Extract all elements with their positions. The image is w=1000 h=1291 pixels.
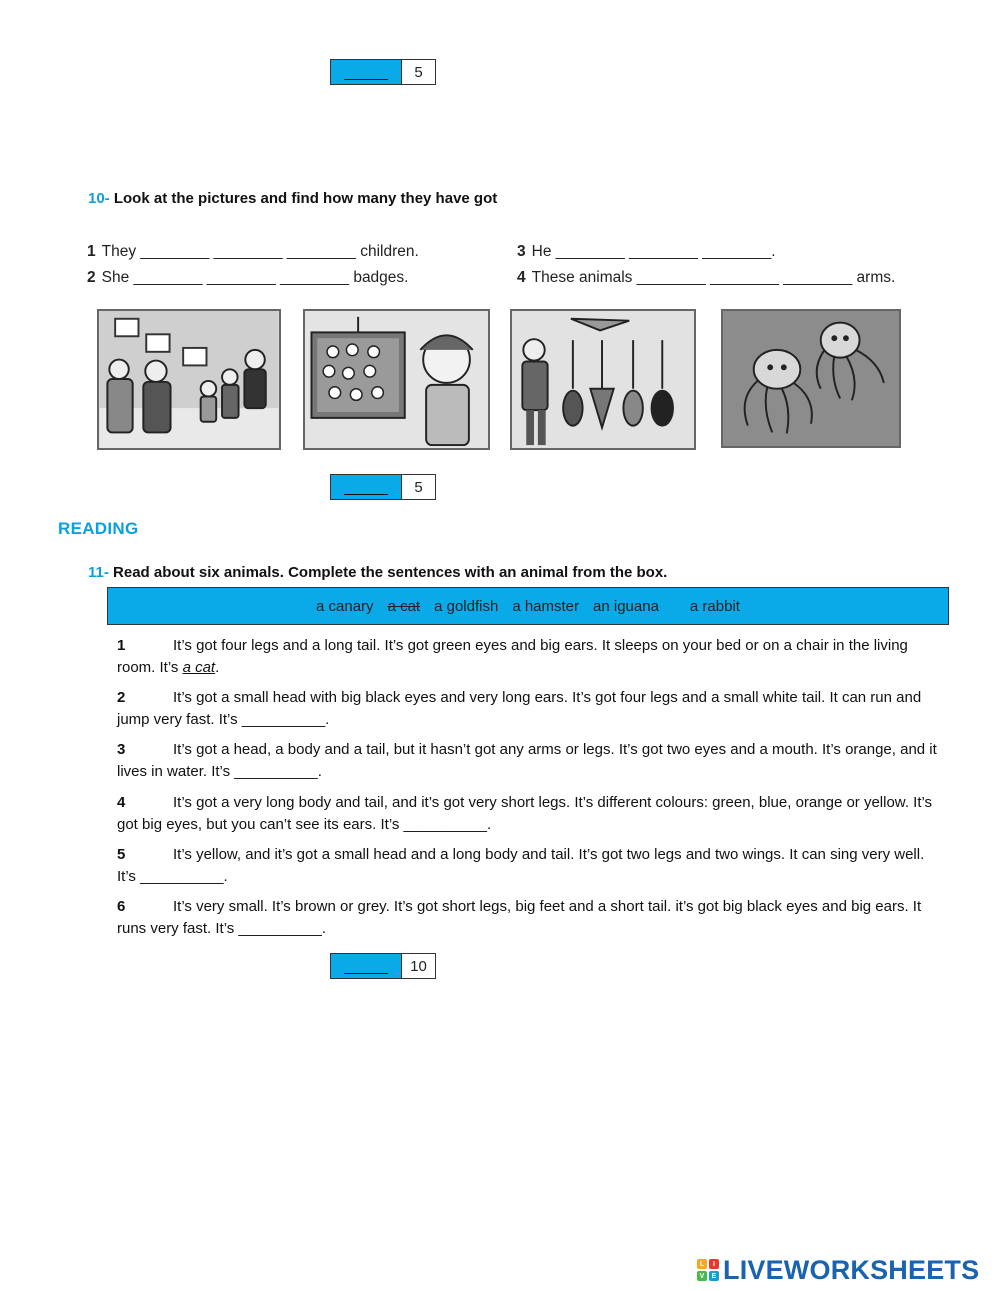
q10-line-4 — [517, 269, 895, 287]
logo-icon — [697, 1259, 719, 1281]
q10-line-2 — [87, 269, 408, 287]
item-text[interactable]: It’s yellow, and it’s got a small head and a long body and tail. It’s got two legs and two wings. It can sing very well. It’s __________. — [117, 846, 925, 885]
question-number: 10- — [88, 190, 110, 207]
word-option: a canary — [316, 597, 374, 615]
score-box — [330, 474, 436, 500]
score-input[interactable] — [331, 60, 402, 84]
reading-item — [117, 896, 947, 939]
item-text[interactable]: It’s got a head, a body and a tail, but it hasn’t got any arms or legs. It’s got two eyes and a mouth. It’s orange, and it lives in water. It’s __________. — [117, 741, 937, 780]
word-option: a goldfish — [434, 597, 499, 615]
line-text[interactable]: He ________ ________ ________. — [531, 243, 776, 260]
reading-item — [117, 739, 947, 782]
line-text[interactable]: These animals ________ ________ ________ arms. — [531, 269, 896, 286]
logo-letter: I — [709, 1259, 719, 1269]
logo-letter: L — [697, 1259, 707, 1269]
score-max: 5 — [414, 63, 423, 81]
example-answer: a cat — [182, 658, 216, 676]
line-number: 2 — [87, 269, 96, 286]
logo-letter: E — [709, 1271, 719, 1281]
item-text: It’s got four legs and a long tail. It’s got green eyes and big ears. It sleeps on your bed or on a chair in the living room. It’s — [117, 637, 908, 676]
item-number: 5 — [117, 846, 126, 863]
question-text: Read about six animals. Complete the sentences with an animal from the box. — [113, 564, 668, 581]
item-number: 3 — [117, 741, 126, 758]
line-number: 3 — [517, 243, 526, 260]
score-input[interactable] — [331, 954, 402, 978]
question-number: 11- — [88, 564, 109, 581]
word-option: an iguana — [593, 597, 659, 615]
score-input[interactable] — [331, 475, 402, 499]
q10-line-1 — [87, 243, 419, 261]
score-box — [330, 59, 436, 85]
item-text[interactable]: It’s very small. It’s brown or grey. It’s got short legs, big feet and a short tail. it’s got big black eyes and big ears. It runs very fast. It’s __________. — [117, 898, 922, 937]
q10-line-3 — [517, 243, 776, 261]
reading-item — [117, 792, 947, 835]
item-number: 2 — [117, 689, 126, 706]
line-text[interactable]: They ________ ________ ________ children. — [101, 243, 419, 260]
question-10-title — [88, 190, 497, 207]
item-number: 6 — [117, 898, 126, 915]
section-heading: READING — [58, 519, 139, 538]
question-11-title — [88, 564, 667, 581]
word-option-used: a cat — [387, 597, 421, 615]
word-box — [107, 587, 949, 625]
score-max: 10 — [410, 957, 427, 975]
logo-text: LIVEWORKSHEETS — [723, 1254, 980, 1285]
guitars-picture — [510, 309, 696, 450]
item-end: . — [215, 658, 220, 676]
item-number: 4 — [117, 794, 126, 811]
score-max: 5 — [414, 478, 423, 496]
reading-item — [117, 635, 947, 678]
word-option: a hamster — [512, 597, 580, 615]
reading-item — [117, 844, 947, 887]
reading-item — [117, 687, 947, 730]
line-text[interactable]: She ________ ________ ________ badges. — [101, 269, 409, 286]
item-number: 1 — [117, 637, 126, 654]
line-number: 4 — [517, 269, 526, 286]
item-text[interactable]: It’s got a small head with big black eyes and very long ears. It’s got four legs and a small white tail. It can run and jump very fast. It’s __________. — [117, 689, 922, 728]
liveworksheets-logo — [697, 1254, 979, 1286]
badges-picture — [303, 309, 490, 450]
line-number: 1 — [87, 243, 96, 260]
word-option: a rabbit — [689, 597, 740, 615]
score-box — [330, 953, 436, 979]
item-text[interactable]: It’s got a very long body and tail, and it’s got very short legs. It’s different colours: green, blue, orange or yellow. It’s got big eyes, but you can’t see its ears. It’s __________. — [117, 794, 933, 833]
logo-letter: V — [697, 1271, 707, 1281]
octopus-picture — [721, 309, 901, 448]
family-picture — [97, 309, 281, 450]
question-text: Look at the pictures and find how many they have got — [113, 190, 498, 207]
